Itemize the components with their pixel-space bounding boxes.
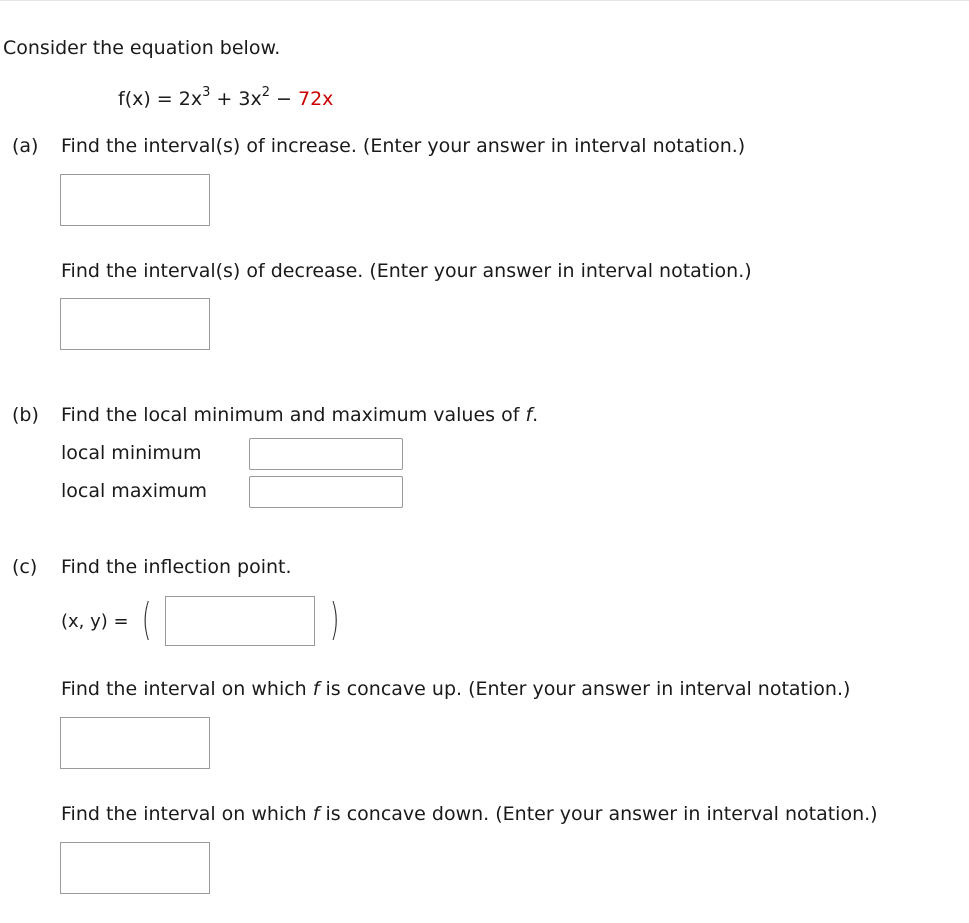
decrease-interval-input[interactable] — [60, 298, 210, 350]
part-b-prompt-var: f — [525, 404, 533, 426]
equation-red-term: 72x — [298, 88, 334, 110]
part-b-prompt-post: . — [532, 404, 539, 426]
equation — [118, 85, 334, 113]
concave-up-post: is concave up. (Enter your answer in interval notation.) — [319, 678, 851, 700]
increase-interval-input[interactable] — [60, 174, 210, 226]
part-b-label: (b) — [12, 404, 39, 426]
local-min-input[interactable] — [249, 438, 403, 470]
part-b-prompt — [61, 404, 538, 426]
equation-minus: − — [270, 88, 298, 110]
decrease-prompt: Find the interval(s) of decrease. (Enter your answer in interval notation.) — [61, 260, 752, 282]
concave-down-prompt — [61, 803, 878, 825]
concave-up-input[interactable] — [60, 717, 210, 769]
concave-down-input[interactable] — [60, 842, 210, 894]
local-max-label: local maximum — [61, 480, 208, 502]
concave-up-pre: Find the interval on which — [61, 678, 313, 700]
close-paren: ) — [329, 594, 340, 645]
open-paren: ( — [141, 594, 152, 645]
part-b-prompt-pre: Find the local minimum and maximum values of — [61, 404, 526, 426]
local-min-label: local minimum — [61, 442, 202, 464]
concave-up-var: f — [312, 678, 320, 700]
equation-lhs: f(x) = 2x — [118, 88, 203, 110]
equation-exp3: 3 — [202, 85, 211, 100]
equation-plus: + 3x — [210, 88, 262, 110]
concave-up-prompt — [61, 678, 850, 700]
concave-down-pre: Find the interval on which — [61, 803, 313, 825]
xy-label: (x, y) = — [61, 611, 129, 632]
increase-prompt: Find the interval(s) of increase. (Enter your answer in interval notation.) — [61, 135, 746, 157]
intro-text: Consider the equation below. — [3, 37, 281, 59]
local-max-input[interactable] — [249, 476, 403, 508]
inflection-point-input[interactable] — [165, 596, 315, 646]
inflection-prompt: Find the inflection point. — [61, 556, 292, 578]
part-a-label: (a) — [12, 135, 39, 157]
part-c-label: (c) — [12, 556, 38, 578]
equation-exp2: 2 — [261, 85, 270, 100]
concave-down-var: f — [312, 803, 320, 825]
concave-down-post: is concave down. (Enter your answer in interval notation.) — [319, 803, 878, 825]
top-divider — [0, 0, 969, 1]
